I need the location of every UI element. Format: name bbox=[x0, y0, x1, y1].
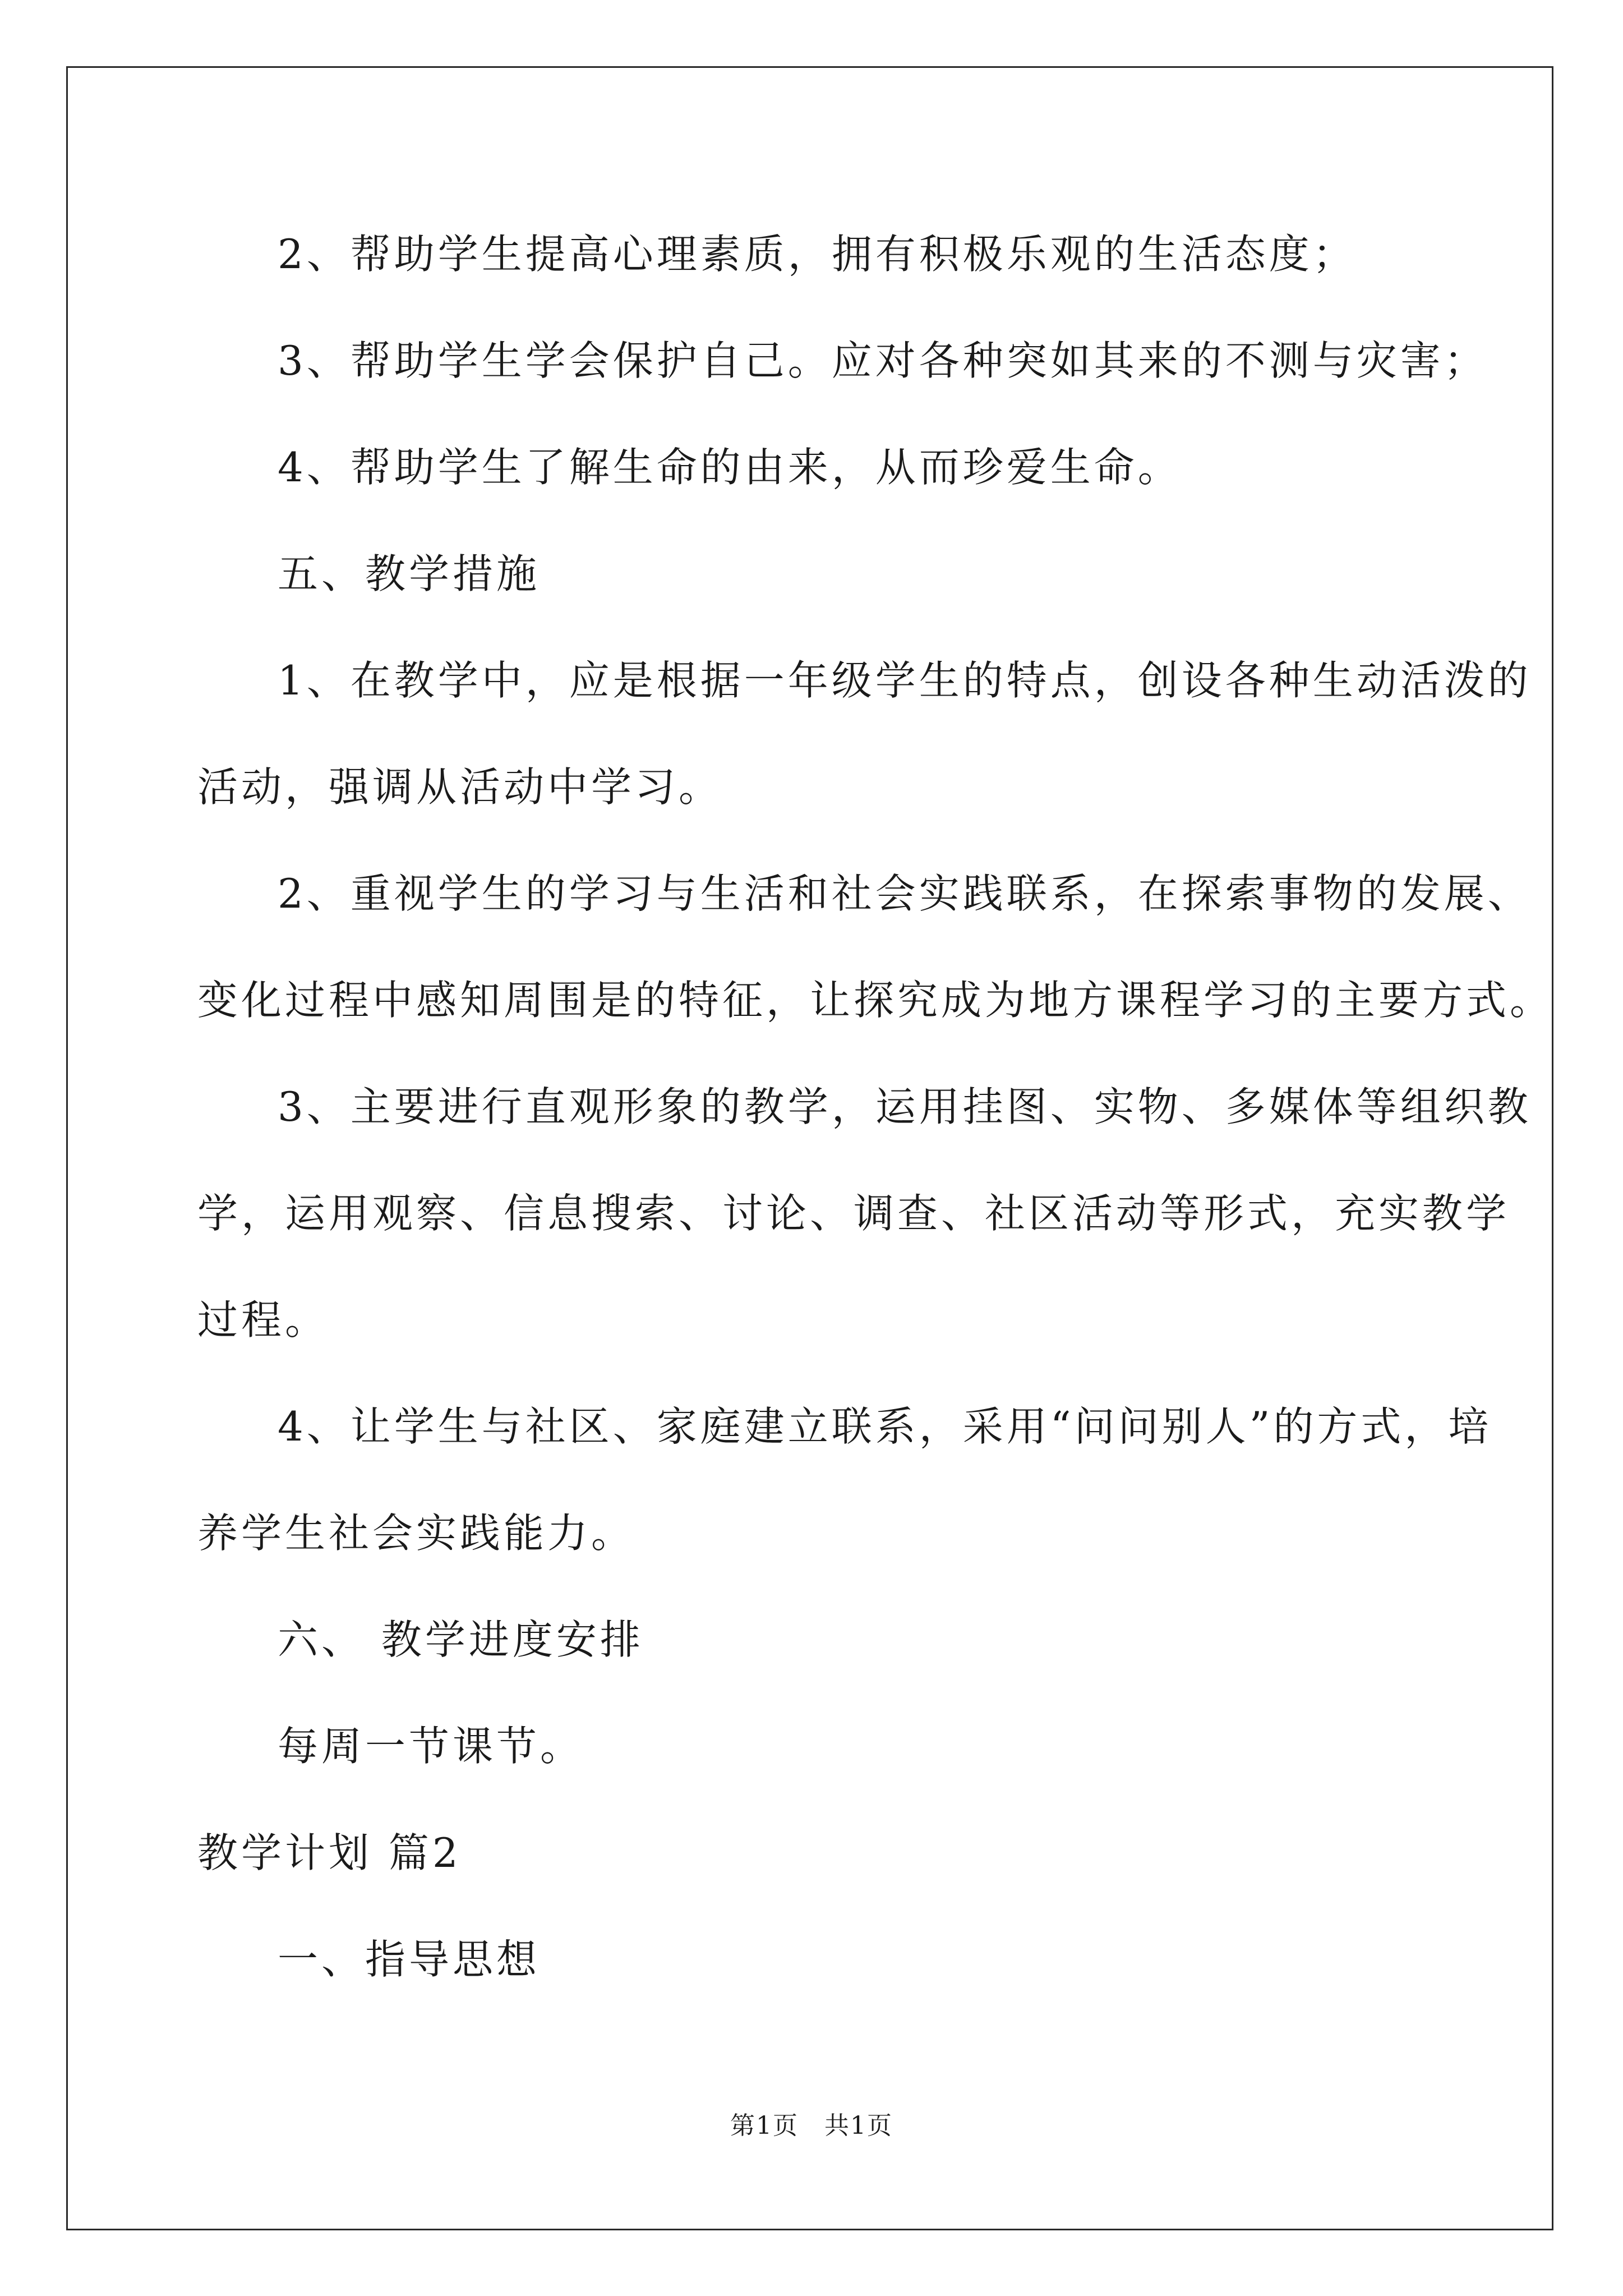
text-line: 1、在教学中，应是根据一年级学生的特点，创设各种生动活泼的 bbox=[278, 657, 1532, 704]
section-heading: 五、教学措施 bbox=[278, 550, 541, 597]
text-line: 3、帮助学生学会保护自己。应对各种突如其来的不测与灾害； bbox=[278, 337, 1488, 384]
page-border bbox=[66, 66, 1553, 2230]
text-line: 每周一节课节。 bbox=[278, 1723, 584, 1770]
text-line: 变化过程中感知周围是的特征，让探究成为地方课程学习的主要方式。 bbox=[197, 977, 1554, 1024]
text-line: 4、让学生与社区、家庭建立联系，采用“问问别人”的方式，培 bbox=[278, 1403, 1492, 1450]
text-line: 2、重视学生的学习与生活和社会实践联系，在探索事物的发展、 bbox=[278, 870, 1532, 917]
article-subtitle: 教学计划 篇2 bbox=[197, 1829, 462, 1876]
text-line: 养学生社会实践能力。 bbox=[197, 1510, 635, 1557]
page-footer: 第1页 共1页 bbox=[730, 2111, 893, 2140]
text-line: 4、帮助学生了解生命的由来，从而珍爱生命。 bbox=[278, 444, 1182, 491]
section-heading: 一、指导思想 bbox=[278, 1936, 541, 1983]
text-line: 学，运用观察、信息搜索、讨论、调查、社区活动等形式，充实教学 bbox=[197, 1190, 1510, 1237]
text-line: 3、主要进行直观形象的教学，运用挂图、实物、多媒体等组织教 bbox=[278, 1083, 1532, 1130]
text-line: 活动，强调从活动中学习。 bbox=[197, 763, 723, 811]
section-heading: 六、 教学进度安排 bbox=[278, 1616, 644, 1663]
text-line: 过程。 bbox=[197, 1296, 329, 1343]
text-line: 2、帮助学生提高心理素质，拥有积极乐观的生活态度； bbox=[278, 231, 1357, 278]
